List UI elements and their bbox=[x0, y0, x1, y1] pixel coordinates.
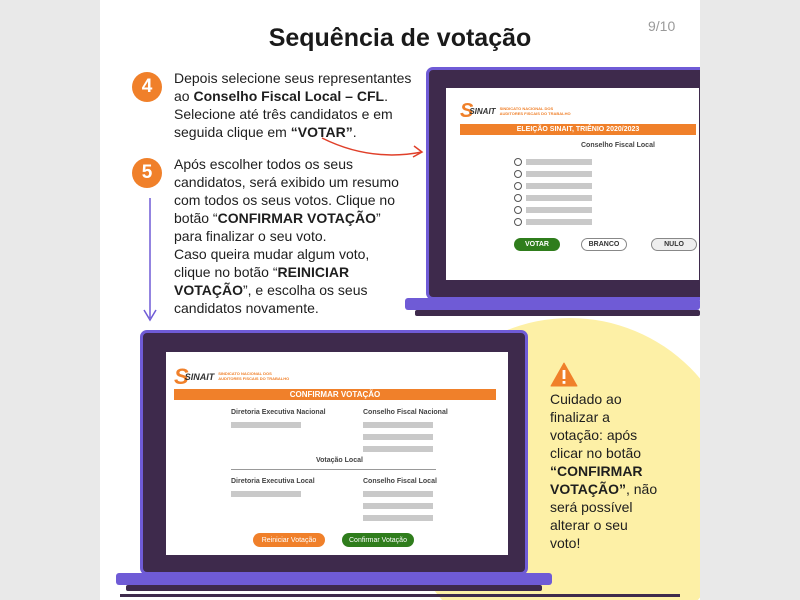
top-logo-line1: SINDICATO NACIONAL DOS bbox=[499, 105, 554, 111]
branco-button[interactable]: BRANCO bbox=[581, 238, 627, 251]
col-diretoria-nacional-label: Diretoria Executiva Nacional bbox=[231, 409, 326, 416]
step-5-text-line: Caso queira mudar algum voto, bbox=[174, 246, 370, 262]
warning-text-line: votação: após bbox=[550, 427, 638, 443]
top-section-label: Conselho Fiscal Local bbox=[581, 142, 655, 149]
section-divider bbox=[231, 469, 436, 470]
col-conselho-local-label: Conselho Fiscal Local bbox=[363, 478, 437, 485]
step-4-text-line: Selecione até três candidatos e em bbox=[174, 106, 393, 122]
nulo-button[interactable]: NULO bbox=[651, 238, 697, 251]
candidate-radio[interactable] bbox=[514, 158, 522, 166]
warning-text bbox=[550, 390, 680, 552]
bottom-laptop-lid bbox=[140, 330, 528, 575]
bottom-rule bbox=[120, 594, 680, 597]
top-laptop-base-shadow bbox=[415, 310, 700, 316]
election-title-bar: ELEIÇÃO SINAIT, TRIÊNIO 2020/2023 bbox=[460, 124, 696, 135]
summary-candidate bbox=[231, 491, 301, 497]
step-5-text-line: candidatos novamente. bbox=[174, 300, 319, 316]
candidate-radio[interactable] bbox=[514, 182, 522, 190]
page-title: Sequência de votação bbox=[268, 24, 532, 52]
reiniciar-votacao-button[interactable]: Reiniciar Votação bbox=[253, 533, 325, 547]
warning-text-line: Cuidado ao bbox=[550, 391, 622, 407]
top-laptop-base bbox=[405, 298, 700, 310]
top-logo-s-icon: S bbox=[460, 100, 474, 122]
candidate-name-placeholder bbox=[526, 219, 592, 225]
step-5-text-line: botão “CONFIRMAR VOTAÇÃO” bbox=[174, 210, 381, 226]
confirm-vote-bar: CONFIRMAR VOTAÇÃO bbox=[174, 389, 496, 400]
bottom-laptop-screen bbox=[166, 352, 508, 555]
candidate-name-placeholder bbox=[526, 171, 592, 177]
bottom-sinait-logo bbox=[174, 364, 289, 390]
top-laptop-screen bbox=[446, 88, 699, 280]
step-4-text-line: Depois selecione seus representantes bbox=[174, 70, 412, 86]
warning-text-line: “CONFIRMAR bbox=[550, 463, 643, 479]
warning-text-line: será possível bbox=[550, 499, 633, 515]
bottom-logo-line2: AUDITORES FISCAIS DO TRABALHO bbox=[218, 376, 290, 381]
summary-candidate bbox=[363, 446, 433, 452]
bottom-laptop-base bbox=[116, 573, 552, 585]
candidate-radio[interactable] bbox=[514, 170, 522, 178]
step-5-text-line: VOTAÇÃO”, e escolha os seus bbox=[174, 282, 368, 298]
warning-text-line: voto! bbox=[550, 535, 581, 551]
summary-candidate bbox=[363, 515, 433, 521]
step-5-badge: 5 bbox=[132, 158, 162, 188]
confirmar-votacao-button[interactable]: Confirmar Votação bbox=[342, 533, 414, 547]
warning-text-line: finalizar a bbox=[550, 409, 610, 425]
summary-candidate bbox=[363, 503, 433, 509]
step-5-text-line: Após escolher todos os seus bbox=[174, 156, 353, 172]
top-logo-line2: AUDITORES FISCAIS DO TRABALHO bbox=[499, 110, 571, 116]
step-4-badge: 4 bbox=[132, 72, 162, 102]
bottom-laptop-base-shadow bbox=[126, 585, 542, 591]
top-laptop-lid bbox=[426, 67, 700, 300]
col-diretoria-local-label: Diretoria Executiva Local bbox=[231, 478, 315, 485]
warning-text-line: VOTAÇÃO”, não bbox=[550, 481, 658, 497]
arrow-to-top-laptop bbox=[322, 138, 422, 155]
summary-candidate bbox=[363, 491, 433, 497]
step-4-text-line: seguida clique em “VOTAR”. bbox=[174, 124, 357, 140]
bottom-logo-name: SINAIT bbox=[184, 372, 215, 382]
summary-candidate bbox=[231, 422, 301, 428]
step-5-text-line: candidatos, será exibido um resumo bbox=[174, 174, 399, 190]
bottom-logo-s-icon: S bbox=[174, 364, 189, 389]
top-logo-name: SINAIT bbox=[469, 107, 496, 116]
arrow-head-top bbox=[413, 146, 422, 157]
candidate-radio[interactable] bbox=[514, 206, 522, 214]
votacao-local-label: Votação Local bbox=[316, 457, 363, 464]
page-number: 9/10 bbox=[648, 18, 676, 34]
votar-button[interactable]: VOTAR bbox=[514, 238, 560, 251]
step-5-text-line: para finalizar o seu voto. bbox=[174, 228, 327, 244]
candidate-name-placeholder bbox=[526, 183, 592, 189]
col-conselho-nacional-label: Conselho Fiscal Nacional bbox=[363, 409, 448, 416]
top-sinait-logo bbox=[460, 100, 571, 123]
candidate-name-placeholder bbox=[526, 207, 592, 213]
bottom-logo-line1: SINDICATO NACIONAL DOS bbox=[218, 371, 272, 377]
step-4-text-line: ao Conselho Fiscal Local – CFL. bbox=[174, 88, 388, 104]
warning-text-line: clicar no botão bbox=[550, 445, 642, 461]
warning-triangle-icon bbox=[550, 362, 578, 387]
candidate-radio[interactable] bbox=[514, 218, 522, 226]
step-5-text-line: com todos os seus votos. Clique no bbox=[174, 192, 396, 208]
slide-card bbox=[100, 0, 700, 600]
summary-candidate bbox=[363, 434, 433, 440]
warning-text-line: alterar o seu bbox=[550, 517, 628, 533]
candidate-name-placeholder bbox=[526, 195, 592, 201]
summary-candidate bbox=[363, 422, 433, 428]
candidate-name-placeholder bbox=[526, 159, 592, 165]
candidate-radio[interactable] bbox=[514, 194, 522, 202]
step-5-text-line: clique no botão “REINICIAR bbox=[174, 264, 350, 280]
